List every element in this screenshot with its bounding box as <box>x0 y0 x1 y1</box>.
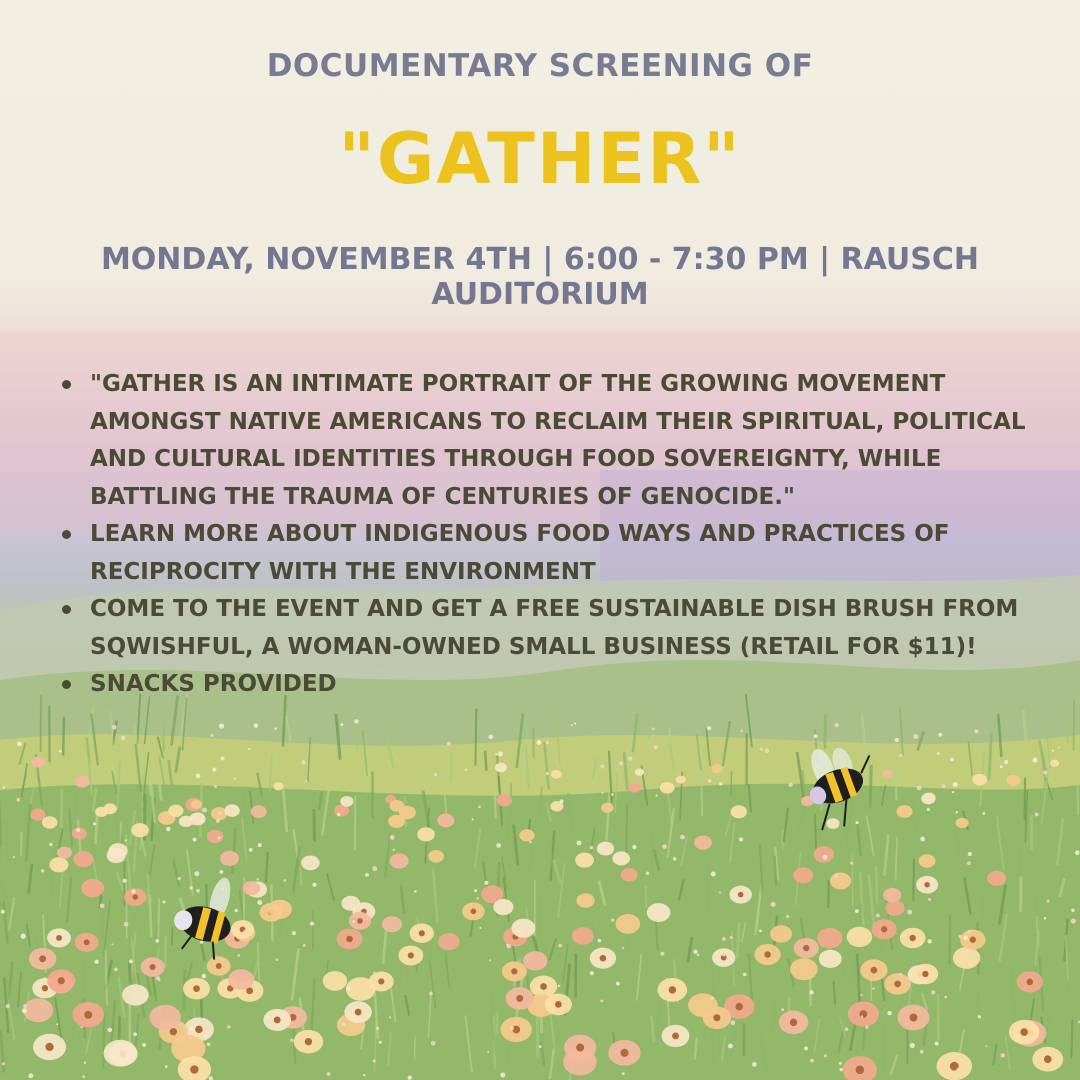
list-item <box>62 591 1042 666</box>
list-item-text: LEARN MORE ABOUT INDIGENOUS FOOD WAYS AND PRACTICES OF RECIPROCITY WITH THE ENVIRONMENT <box>90 521 950 585</box>
list-item <box>62 516 1042 591</box>
list-item <box>62 366 1042 516</box>
bullet-icon <box>62 380 71 389</box>
bullet-icon <box>62 605 71 614</box>
list-item-text: SNACKS PROVIDED <box>90 671 337 697</box>
list-item <box>62 666 1042 704</box>
list-item-text: COME TO THE EVENT AND GET A FREE SUSTAINABLE DISH BRUSH FROM SQWISHFUL, A WOMAN-OWNED SMALL BUSINESS (RETAIL FOR $11)! <box>90 596 1019 660</box>
event-details: MONDAY, NOVEMBER 4TH | 6:00 - 7:30 PM | RAUSCH AUDITORIUM <box>100 242 980 312</box>
list-item-text: "GATHER IS AN INTIMATE PORTRAIT OF THE GROWING MOVEMENT AMONGST NATIVE AMERICANS TO RECLAIM THEIR SPIRITUAL, POLITICAL AND CULTURAL IDENTITIES THROUGH FOOD SOVEREIGNTY, WHILE BATTLING THE TRAUMA OF CENTURIES OF GENOCIDE." <box>90 371 1026 510</box>
bullet-icon <box>62 680 71 689</box>
info-list <box>62 366 1042 704</box>
film-title: "GATHER" <box>338 118 742 200</box>
bullet-icon <box>62 530 71 539</box>
screening-subtitle: DOCUMENTARY SCREENING OF <box>266 48 814 84</box>
